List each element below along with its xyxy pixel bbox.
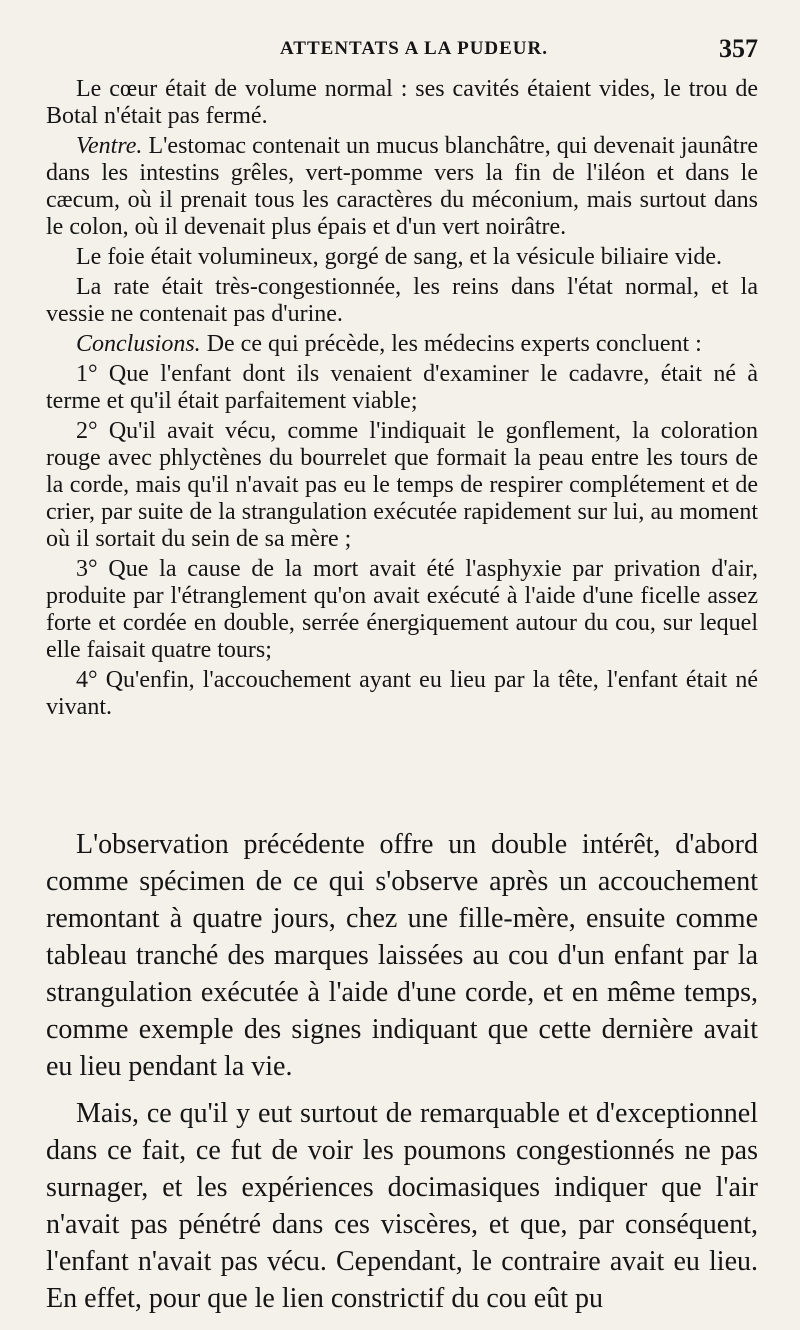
paragraph-text: De ce qui précède, les médecins experts concluent : bbox=[200, 331, 702, 357]
paragraph-text: La rate était très-congestionnée, les reins dans l'état normal, et la vessie ne contenait pas d'urine. bbox=[46, 274, 758, 327]
paragraph-text: Le cœur était de volume normal : ses cavités étaient vides, le trou de Botal n'était pas fermé. bbox=[46, 76, 758, 129]
commentary-paragraph-1: L'observation précédente offre un double intérêt, d'abord comme spécimen de ce qui s'observe après un accouchement remontant à quatre jours, chez une fille-mère, ensuite comme tableau tranché des marques laissées au cou d'un enfant par la strangulation exécutée à l'aide d'une corde, et en même temps, comme exemple des signes indiquant que cette dernière avait eu lieu pendant la vie. bbox=[46, 829, 758, 1082]
paragraph-heart bbox=[46, 76, 758, 130]
commentary-paragraph-2: Mais, ce qu'il y eut surtout de remarquable et d'exceptionnel dans ce fait, ce fut de voir les poumons congestionnés ne pas surnager, et les expériences docimasiques indiquer que l'air n'avait pas pénétré dans ces viscères, et que, par conséquent, l'enfant n'avait pas vécu. Cependant, le contraire avait eu lieu. En effet, pour que le lien constrictif du cou eût pu bbox=[46, 1098, 758, 1314]
page-number: 357 bbox=[719, 34, 758, 63]
commentary bbox=[46, 826, 758, 1327]
paragraph-text: 2° Qu'il avait vécu, comme l'indiquait le gonflement, la coloration rouge avec phlyctènes du bourrelet que formait la peau entre les tours de la corde, mais qu'il n'avait pas eu le temps de respirer complétement et de crier, par suite de la strangulation exécutée rapidement sur lui, au moment où il sortait du sein de sa mère ; bbox=[46, 418, 758, 552]
page-header bbox=[70, 34, 758, 72]
paragraph-ventre bbox=[46, 133, 758, 241]
paragraph-spleen bbox=[46, 274, 758, 328]
section-label: Conclusions. bbox=[76, 331, 201, 357]
conclusion-3 bbox=[46, 556, 758, 664]
paragraph-text: L'estomac contenait un mucus blanchâtre, qui devenait jaunâtre dans les intestins grêles, vert-pomme vers la fin de l'iléon et dans le cæcum, où il prenait tous les caractères du méconium, mais surtout dans le colon, où il devenait plus épais et d'un vert noirâtre. bbox=[46, 133, 758, 240]
conclusion-1 bbox=[46, 361, 758, 415]
paragraph-text: 1° Que l'enfant dont ils venaient d'examiner le cadavre, était né à terme et qu'il était parfaitement viable; bbox=[46, 361, 758, 414]
observation-report bbox=[46, 76, 758, 724]
paragraph-conclusions bbox=[46, 331, 758, 358]
conclusion-4 bbox=[46, 667, 758, 721]
running-title: ATTENTATS A LA PUDEUR. bbox=[280, 38, 548, 59]
paragraph-text: 3° Que la cause de la mort avait été l'asphyxie par privation d'air, produite par l'étranglement qu'on avait exécuté à l'aide d'une ficelle assez forte et cordée en double, serrée énergiquement autour du cou, sur lequel elle faisait quatre tours; bbox=[46, 556, 758, 663]
conclusion-2 bbox=[46, 418, 758, 553]
paragraph-text: Le foie était volumineux, gorgé de sang, et la vésicule biliaire vide. bbox=[76, 244, 723, 270]
section-label: Ventre. bbox=[76, 133, 143, 159]
paragraph-liver bbox=[46, 244, 758, 271]
paragraph-text: 4° Qu'enfin, l'accouchement ayant eu lieu par la tête, l'enfant était né vivant. bbox=[46, 667, 758, 720]
